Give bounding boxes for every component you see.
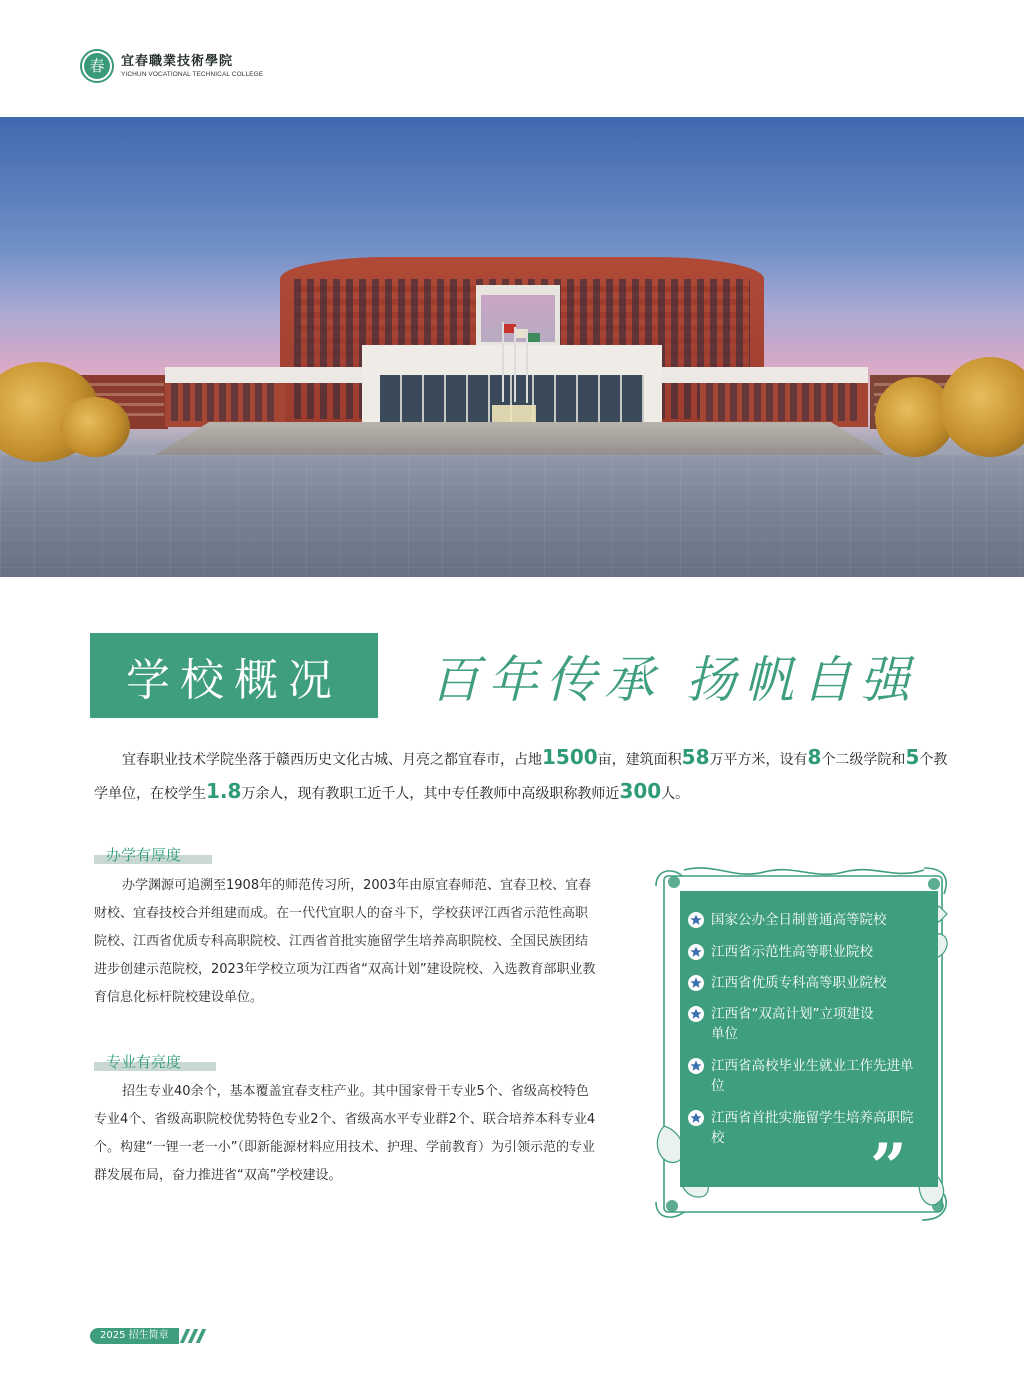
stat-students: 1.8 bbox=[206, 779, 242, 803]
honor-text: 江西省“双高计划”立项建设单位 bbox=[711, 1006, 874, 1042]
honor-text: 江西省优质专科高等职业院校 bbox=[711, 975, 887, 991]
history-heading: 办学有厚度 bbox=[106, 846, 182, 864]
star-icon bbox=[688, 944, 704, 960]
campus-photo bbox=[0, 117, 1024, 577]
left-wing-band bbox=[165, 367, 365, 383]
honor-text: 江西省示范性高等职业院校 bbox=[711, 944, 873, 960]
stat-area: 1500 bbox=[542, 745, 598, 769]
history-text-block bbox=[94, 872, 598, 1012]
intro-text: 宜春职业技术学院坐落于赣西历史文化古城、月亮之都宜春市，占地 bbox=[122, 752, 542, 768]
quote-mark-icon: ” bbox=[870, 1130, 907, 1205]
footer bbox=[90, 1328, 203, 1344]
flag-green bbox=[528, 333, 540, 342]
school-name-cn: 宜春職業技術學院 bbox=[121, 53, 234, 69]
majors-text: 招生专业40余个，基本覆盖宜春支柱产业。其中国家骨干专业5个、省级高校特色专业4个、省级高职院校优势特色专业2个、省级高水平专业群2个、联合培养本科专业4个。构建“一锂一老一小”（即新能源材料应用技术、护理、学前教育）为引领示范的专业群发展布局，奋力推进省“双高”学校建设。 bbox=[94, 1084, 596, 1183]
intro-text: 万余人，现有教职工近千人，其中专任教师中高级职称教师近 bbox=[241, 786, 620, 802]
honor-item bbox=[688, 973, 925, 993]
plaza-steps bbox=[150, 422, 890, 458]
intro-text: 个教学单位，在校学生 bbox=[94, 752, 948, 802]
stat-colleges: 8 bbox=[807, 745, 822, 769]
intro-text: 万平方米，设有 bbox=[709, 752, 808, 768]
tree bbox=[940, 357, 1024, 457]
intro-text: 人。 bbox=[661, 786, 690, 802]
school-logo bbox=[80, 46, 263, 86]
plaza-ground bbox=[0, 455, 1024, 577]
emblem-glyph: 春 bbox=[84, 53, 110, 79]
history-heading-block bbox=[94, 845, 212, 864]
right-wing-band bbox=[660, 367, 868, 383]
honor-text: 国家公办全日制普通高等院校 bbox=[711, 912, 887, 928]
intro-text: 个二级学院和 bbox=[821, 752, 906, 768]
star-icon bbox=[688, 1110, 704, 1126]
honor-text: 江西省首批实施留学生培养高职院校 bbox=[711, 1110, 914, 1146]
tree bbox=[60, 397, 130, 457]
logo-text bbox=[121, 54, 263, 79]
stat-units: 5 bbox=[905, 745, 920, 769]
flag-pole bbox=[502, 322, 504, 402]
honor-item bbox=[688, 942, 925, 962]
star-icon bbox=[688, 975, 704, 991]
school-name-en: YICHUN VOCATIONAL TECHNICAL COLLEGE bbox=[121, 70, 264, 78]
honor-item bbox=[688, 1004, 881, 1044]
footer-label: 2025 招生简章 bbox=[90, 1328, 179, 1344]
flag-pole bbox=[514, 327, 516, 402]
stat-teachers: 300 bbox=[619, 779, 662, 803]
intro-paragraph bbox=[94, 742, 960, 810]
majors-heading: 专业有亮度 bbox=[106, 1053, 182, 1071]
intro-text: 亩，建筑面积 bbox=[597, 752, 682, 768]
majors-text-block bbox=[94, 1078, 598, 1190]
majors-heading-block bbox=[94, 1052, 216, 1071]
section-title-box bbox=[90, 633, 378, 718]
section-title: 学校概况 bbox=[126, 654, 342, 706]
star-icon bbox=[688, 1058, 704, 1074]
honor-item bbox=[688, 910, 925, 930]
school-emblem-icon bbox=[80, 49, 114, 83]
slogan: 百年传承 扬帆自强 bbox=[430, 651, 918, 709]
honor-item bbox=[688, 1056, 921, 1096]
star-icon bbox=[688, 912, 704, 928]
honor-text: 江西省高校毕业生就业工作先进单位 bbox=[711, 1058, 914, 1094]
stat-floor-area: 58 bbox=[681, 745, 710, 769]
star-icon bbox=[688, 1006, 704, 1022]
history-text: 办学渊源可追溯至1908年的师范传习所，2003年由原宜春师范、宜春卫校、宜春财校、宜春技校合并组建而成。在一代代宜职人的奋斗下，学校获评江西省示范性高职院校、江西省优质专科高职院校、江西省首批实施留学生培养高职院校、全国民族团结进步创建示范院校，2023年学校立项为江西省“双高计划”建设院校、入选教育部职业教育信息化标杆院校建设单位。 bbox=[94, 878, 596, 1005]
